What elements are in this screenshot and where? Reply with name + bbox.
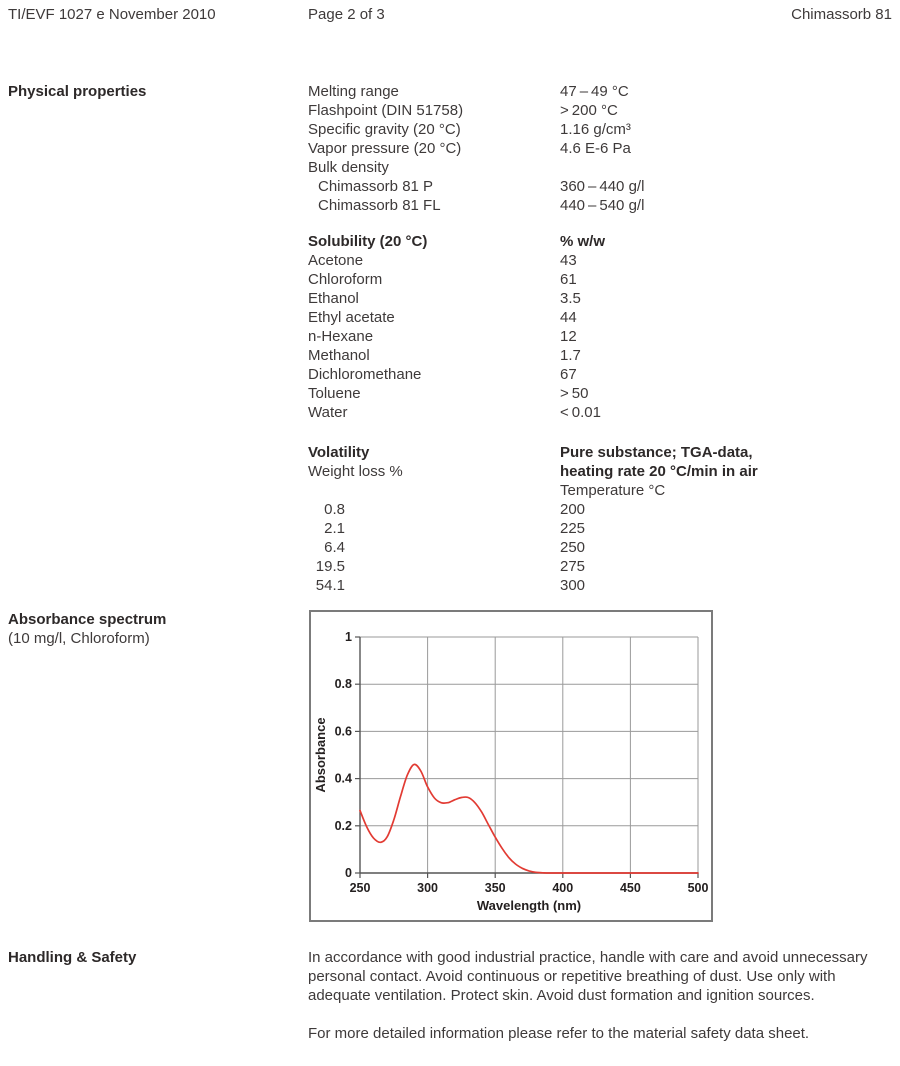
solvent-label: Acetone — [308, 252, 364, 269]
doc-code: TI/EVF 1027 e November 2010 — [8, 6, 216, 23]
table-row — [308, 289, 605, 308]
property-label: Specific gravity (20 °C) — [308, 121, 461, 138]
table-row — [308, 251, 605, 270]
svg-text:Absorbance: Absorbance — [313, 717, 328, 793]
volatility-conditions-line1: Pure substance; TGA-data, — [560, 444, 753, 461]
property-value: 4.6 E-6 Pa — [560, 140, 631, 157]
table-header-row — [308, 462, 758, 481]
table-row — [308, 519, 758, 538]
svg-text:500: 500 — [687, 881, 709, 895]
table-row — [308, 120, 644, 139]
solvent-label: Dichloromethane — [308, 366, 422, 383]
page-number: Page 2 of 3 — [308, 6, 385, 23]
volatility-table — [308, 443, 758, 595]
table-row — [308, 139, 644, 158]
absorbance-chart-svg — [311, 612, 711, 920]
property-value: 360 – 440 g/l — [560, 178, 645, 195]
temperature-header: Temperature °C — [560, 482, 666, 499]
temperature-value: 225 — [560, 520, 586, 537]
svg-text:1: 1 — [345, 630, 352, 644]
table-row — [308, 327, 605, 346]
temperature-value: 250 — [560, 539, 586, 556]
property-label: Chimassorb 81 FL — [318, 197, 441, 214]
solvent-label: Water — [308, 404, 348, 421]
solvent-label: Ethyl acetate — [308, 309, 395, 326]
physical-properties-table — [308, 82, 644, 215]
svg-text:0.6: 0.6 — [334, 724, 352, 739]
table-row — [308, 500, 758, 519]
property-label: Vapor pressure (20 °C) — [308, 140, 462, 157]
property-value: > 200 °C — [560, 102, 618, 119]
property-label: Melting range — [308, 83, 399, 100]
section-title-absorbance-spectrum: Absorbance spectrum — [8, 611, 167, 628]
svg-text:450: 450 — [619, 881, 641, 895]
handling-paragraph: In accordance with good industrial practice, handle with care and avoid unnecessary personal contact. Avoid continuous or repetitive breathing of dust. Use only with adequate ventilation. Protect skin. Avoid dust formation and ignition sources. — [308, 949, 868, 1004]
svg-text:400: 400 — [552, 881, 574, 895]
table-row — [308, 158, 644, 177]
table-row — [308, 538, 758, 557]
property-value: 440 – 540 g/l — [560, 197, 645, 214]
svg-text:0.4: 0.4 — [334, 771, 352, 786]
solubility-value: 67 — [560, 366, 577, 383]
table-row — [308, 270, 605, 289]
weight-loss-header: Weight loss % — [308, 463, 403, 480]
svg-text:300: 300 — [417, 881, 439, 895]
table-header-row — [308, 232, 605, 251]
solubility-value: 1.7 — [560, 347, 581, 364]
table-row — [308, 308, 605, 327]
solubility-header: Solubility (20 °C) — [308, 233, 428, 250]
weight-loss-value: 6.4 — [324, 539, 345, 556]
table-row — [308, 82, 644, 101]
table-header-row — [308, 443, 758, 462]
property-label: Bulk density — [308, 159, 389, 176]
property-label: Flashpoint (DIN 51758) — [308, 102, 464, 119]
table-header-row — [308, 481, 758, 500]
solubility-value: 12 — [560, 328, 577, 345]
temperature-value: 200 — [560, 501, 586, 518]
solubility-value: 44 — [560, 309, 577, 326]
svg-text:350: 350 — [484, 881, 506, 895]
absorbance-spectrum-conditions: (10 mg/l, Chloroform) — [8, 630, 150, 647]
weight-loss-value: 54.1 — [315, 577, 345, 594]
solvent-label: Toluene — [308, 385, 361, 402]
table-row — [308, 557, 758, 576]
svg-text:Wavelength (nm): Wavelength (nm) — [476, 898, 582, 913]
absorbance-chart — [309, 610, 713, 922]
solubility-value: > 50 — [560, 385, 589, 402]
weight-loss-value: 19.5 — [315, 558, 345, 575]
table-row — [308, 196, 644, 215]
table-row — [308, 177, 644, 196]
solvent-label: Methanol — [308, 347, 370, 364]
table-row — [308, 576, 758, 595]
table-row — [308, 365, 605, 384]
solubility-value: 61 — [560, 271, 577, 288]
temperature-value: 275 — [560, 558, 586, 575]
product-name: Chimassorb 81 — [791, 6, 892, 23]
table-row — [308, 384, 605, 403]
svg-text:250: 250 — [349, 881, 371, 895]
solvent-label: n-Hexane — [308, 328, 374, 345]
section-title-handling-safety: Handling & Safety — [8, 949, 137, 966]
table-row — [308, 101, 644, 120]
svg-text:0.2: 0.2 — [334, 818, 352, 833]
property-value: 47 – 49 °C — [560, 83, 629, 100]
solubility-value: 3.5 — [560, 290, 581, 307]
solvent-label: Ethanol — [308, 290, 359, 307]
solvent-label: Chloroform — [308, 271, 383, 288]
volatility-title: Volatility — [308, 444, 370, 461]
solubility-value: 43 — [560, 252, 577, 269]
solubility-value: < 0.01 — [560, 404, 601, 421]
weight-loss-value: 2.1 — [324, 520, 345, 537]
volatility-conditions-line2: heating rate 20 °C/min in air — [560, 463, 758, 480]
weight-loss-value: 0.8 — [324, 501, 345, 518]
solubility-unit-header: % w/w — [560, 233, 606, 250]
solubility-table — [308, 232, 605, 422]
svg-text:0: 0 — [345, 866, 352, 880]
handling-paragraph: For more detailed information please refer to the material safety data sheet. — [308, 1025, 810, 1042]
property-label: Chimassorb 81 P — [318, 178, 434, 195]
table-row — [308, 346, 605, 365]
property-value: 1.16 g/cm³ — [560, 121, 631, 138]
temperature-value: 300 — [560, 577, 586, 594]
svg-text:0.8: 0.8 — [334, 677, 352, 692]
section-title-physical-properties: Physical properties — [8, 83, 147, 100]
table-row — [308, 403, 605, 422]
handling-safety-text — [308, 948, 896, 1043]
